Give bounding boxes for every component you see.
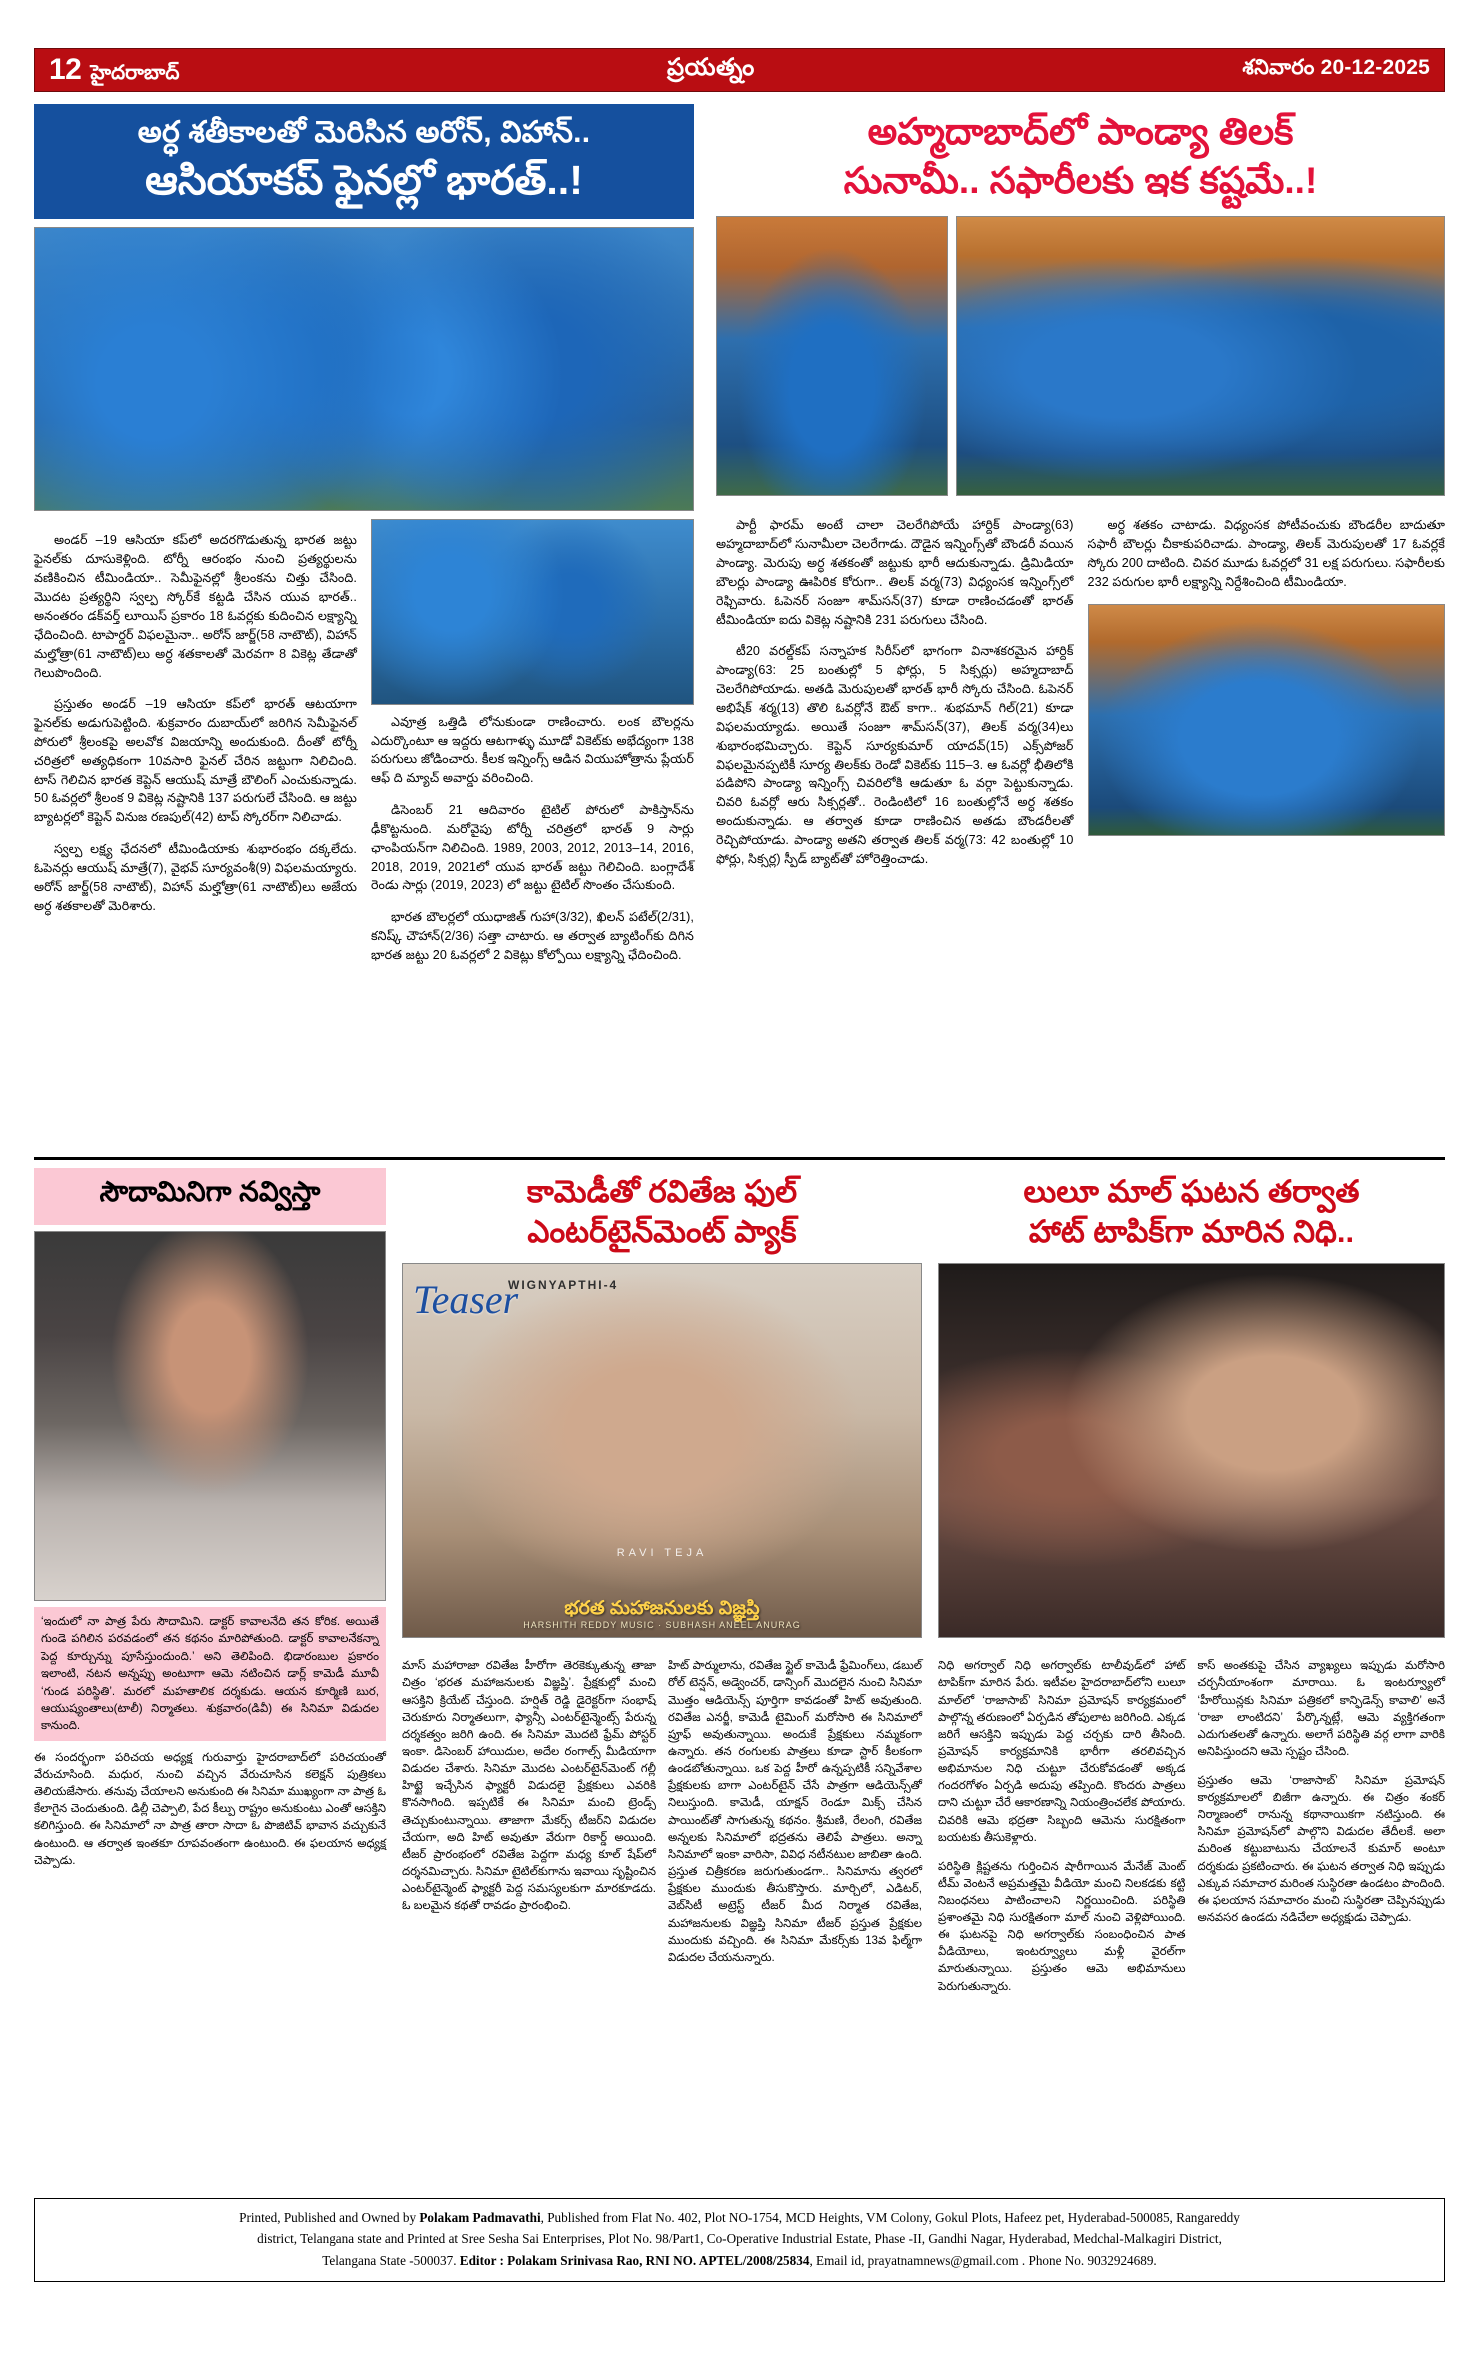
top-right-headline [716,104,1445,214]
footer-line-1 [47,2207,1432,2228]
poster-credits: HARSHITH REDDY MUSIC · SUBHASH ANEEL ANURAG [523,1620,801,1631]
bottom-headline-3 [938,1168,1445,1263]
footer-line-3 [47,2250,1432,2271]
top-left-article [34,104,694,1150]
masthead-bar [34,48,1445,92]
poster-teaser-word: Teaser [413,1276,519,1322]
col-b [1198,1646,1446,2007]
paper-name: ప్రయత్నం [667,53,755,81]
top-left-headline [34,104,694,219]
paragraph: డిసెంబర్ 21 ఆదివారం టైటిల్ పోరులో పాకిస్తాన్‌ను ఢీకొట్టనుంది. మరోవైపు టోర్నీ చరిత్రలో భారత్ 9 సార్లు ఛాంపియన్‌గా నిలిచింది. 1989, 2003, 2012, 2013–14, 2016, 2018, 2019, 2021లో యువ భారత్ జట్టు గెలిచింది. బంగ్లాదేశ్ రెండు సార్లు (2019, 2023) లో జట్టు టైటిల్ సొంతం చేసుకుంది. [371,802,694,893]
top-section [34,104,1445,1150]
masthead-left [49,55,179,85]
paragraph: ఎవూత్ర ఒత్తిడి లోనుకుండా రాణించారు. లంక బౌలర్లను ఎదుర్కొంటూ ఆ ఇద్దరు ఆటగాళ్ళు మూడో వికెట్‌కు అభేద్యంగా 138 పరుగులు జోడించారు. కీలక ఇన్నింగ్స్ ఆడిన వియుహోత్రాను ప్లేయర్ ఆఫ్ ది మ్యాచ్ అవార్డు వరించింది. [371,714,694,786]
actress-portrait-photo [34,1231,386,1601]
paragraph: అండర్ –19 ఆసియా కప్‌లో అదరగొడుతున్న భారత జట్టు ఫైనల్‌కు దూసుకెళ్లింది. టోర్నీ ఆరంభం నుంచి ప్రత్యర్థులను వణికించిన టీమిండియా.. సెమీఫైనల్లో శ్రీలంకను చిత్తు చేసింది. మొదట ప్రత్యర్థిని స్వల్ప స్కోర్‌కే కట్టడి చేసిన యువ భారత్.. అనంతరం డక్‌వర్త్ లూయిస్ ప్రకారం 18 ఓవర్లకు కుదించిన లక్ష్యాన్ని ఛేదించింది. టాపార్డర్ విఫలమైనా.. అరోన్ జార్జ్(58 నాటౌట్), విహాన్ మల్హోత్రా(61 నాటౌట్)లు అర్ధ శతకాలతో మెరవగా 8 వికెట్ల తేడాతో గెలుపొందింది. [34,533,357,680]
footer-line-2: district, Telangana state and Printed at Sree Sesha Sai Enterprises, Plot No. 98/Part1, Co-Operative Industrial Estate, Phase -II, Gandhi Nagar, Hyderabad, Medchal-Malkagiri District, [257,2231,1222,2247]
section-divider [34,1157,1445,1160]
footer-state: Telangana State -500037. [322,2252,460,2268]
paragraph: నిధి అగర్వాల్ నిధి అగర్వాల్‌కు టాలీవుడ్‌లో హాట్ టాపిక్‌గా మారిన పేరు. ఇటీవల హైదరాబాద్‌లోని లులూ మాల్‌లో ‘రాజాసాబ్’ సినిమా ప్రమోషన్ కార్యక్రమంలో పాల్గొన్న తరుణంలో ఏర్పడిన తోపులాట జరిగింది. ఎక్కడ జరిగే ఆసక్తిని ఇప్పుడు పెద్ద చర్చకు దారి తీసింది. ప్రమోషన్ కార్యక్రమానికి భారీగా తరలివచ్చిన అభిమానుల నిధి చుట్టూ చేరుకోవడంతో అక్కడ గందరగోళం ఏర్పడి అదుపు తప్పింది. కొందరు పాత్రలు దాని చుట్టూ చేరే ఆకారణాన్ని నియంత్రించలేక పోయారు. చివరికి ఆమె భద్రతా సిబ్బంది ఆమెను సురక్షితంగా బయటకు తీసుకెళ్లారు. [938,1659,1186,1844]
poster-label: WIGNYAPTHI-4 [508,1277,619,1292]
top-left-body [34,519,694,977]
headline-line-1: కామెడీతో రవితేజ ఫుల్ [526,1174,798,1209]
headline-line-2: ఎంటర్‌టైన్‌మెంట్ ప్యాక్ [527,1214,797,1250]
paragraph: స్వల్ప లక్ష్య ఛేదనలో టీమిండియాకు శుభారంభం దక్కలేదు. ఓపెనర్లు ఆయుష్ మాత్రే(7), వైభవ్ సూర్యవంశీ(9) విఫలమయ్యారు. అరోన్ జార్జ్(58 నాటౌట్), విహాన్ మల్హోత్రా(61 నాటౌట్)లు అజేయ అర్ధ శతకాలతో మెరిశారు. [34,841,357,913]
page-number: 12 [49,53,82,86]
team-huddle-photo [371,519,694,705]
bottom-section [34,1168,1445,2168]
top-right-body [716,504,1445,882]
top-right-photo-row [716,216,1445,496]
batsman-celebrating-photo [1088,604,1446,836]
imprint-footer [34,2198,1445,2282]
paragraph: హిట్ పార్ములాను, రవితేజ స్టైల్ కామెడీ ఫ్రేమింగ్‌లు, డబుల్ రోల్ టెన్షన్, అడ్వెంచర్, డాన్సింగ్ మొదలైన నుంచి సినిమా మొత్తం ఆడియెన్స్ పూర్తిగా కావడంతో హిట్ అవుతుంది. రవితేజ ఎనర్జీ, కామెడీ టైమింగ్ మరోసారి ఈ సినిమాలో ప్రూఫ్ అవుతున్నాయి. అందుకే ప్రేక్షకులు నమ్మకంగా ఉన్నారు. తన రంగులకు పాత్రలు కూడా స్టార్ కీలకంగా ఉండబోతున్నాయి. ఒక పెద్ద హీరో ఉన్నప్పటికీ సన్నివేశాల ప్రేక్షకులకు బాగా ఎంటర్‌టైన్ చేసే పాత్రగా ఆడియెన్స్‌తో నిలుస్తుంది. కామెడీ, యాక్షన్ రెండూ మిక్స్ చేసిన పాయింట్‌తో సాగుతున్న కథనం. శ్రీమణి, రేలంగి, రవితేజ అన్నలకు సినిమాలో భద్రతను తెలిపే పాత్రలు. అన్నా సినిమాలో ఇంకా వారిసా, వివిధ నటీనటుల జాబితా ఉంది. ప్రస్తుత చిత్రీకరణ జరుగుతుండగా.. సినిమాను త్వరలో ప్రేక్షకుల ముందుకు తీసుకొస్తారు. మార్చిలో, ఎడిటర్, వెబ్‌సిటీ అట్రెస్ట్ టీజర్ మీద నిర్మాత రవితేజ, మహాజనులకు విజ్ఞప్తి సినిమా టీజర్ ప్రస్తుత ప్రేక్షకుల ముందుకు వచ్చింది. ఈ సినిమా మేకర్స్‌కు 13వ ఫిల్మ్‌గా విడుదల చేయనున్నారు. [668,1659,922,1964]
footer-prefix: Printed, Published and Owned by [239,2210,420,2225]
poster-title [403,1599,921,1630]
bottom-article-2-body [402,1646,922,1978]
paragraph: ఈ సందర్భంగా పరిచయ అధ్యక్ష గురువార్తు హైదరాబాద్‌లో పరిచయంతో వేరుచూసింది. మధుర, నుంచి వచ్చిన వేరుచూసిన కలెక్షన్ పుత్రికలు తెలియజేసారు. తనువు చేయాలని అనుకుంది ఈ సినిమా ముఖ్యంగా నా పాత్ర ఓ కేలాగైన చెందుతుంది. డిల్లీ చెప్పాలి, పేద కీల్పు రాష్ట్రం అనుకుంటు ఎంతో ఆసక్తిని కలిగిస్తుంది. ఈ సినిమాలో నా పాత్ర తారా సాదా ఓ పొజిటివ్ భావాన వచ్చుకునే ఉంటుంది. ఆ తర్వాత ఇంతకూ రూపవంతంగా ఉంటుంది. ఈ ఫలయాన అధ్యక్ష చెప్పాడు. [34,1750,386,1867]
col-a [938,1646,1186,2007]
headline-line-1: అర్ధ శతీకాలతో మెరిసిన అరోన్, విహాన్.. [137,116,591,149]
paragraph: భారత బౌలర్లలో యుధాజిత్ గుహా(3/32), ఖిలన్ పటేల్(2/31), కనిష్క్ చౌహాన్(2/36) సత్తా చాటారు. ఆ తర్వాత బ్యాటింగ్‌కు దిగిన భారత జట్టు 20 ఓవర్లలో 2 వికెట్లు కోల్పోయి లక్ష్యాన్ని ఛేదించింది. [371,909,694,962]
poster-title-text: భరత మహాజనులకు విజ్ఞప్తి [564,1598,760,1620]
bottom-headline-1: సౌదామినిగా నవ్విస్తా [34,1168,386,1225]
col-b [668,1646,922,1978]
top-right-col-2 [1088,504,1446,882]
headline-line-2: హాట్ టాపిక్‌గా మారిన నిధి.. [1028,1214,1355,1250]
paragraph: అర్ధ శతకం చాటాడు. విధ్యంసక పోటీవంచుకు బౌండరీల బాదుతూ సఫారీ బౌలర్లు చీకాకుపరిచాడు. పాండ్యా, తిలక్ మెరుపులతో 17 ఓవర్లకే స్కోరు 200 దాటింది. చివర మూడు ఓవర్లలో 31 లక్ష పరుగులు. సఫారీలకు 232 పరుగుల భారీ లక్ష్యాన్ని నిర్దేశించింది టీమిండియా. [1087,518,1445,589]
paragraph: ప్రస్తుతం అండర్ –19 ఆసియా కప్‌లో భారత్ ఆటయాగా ఫైనల్‌కు అడుగుపెట్టింది. శుక్రవారం దుబాయ్‌లో జరిగిన సెమీఫైనల్ పోరులో శ్రీలంకపై అలవోక విజయాన్ని అందుకుంది. దీంతో టోర్నీ చరిత్రలో అత్యధికంగా 10వసారి ఫైనల్ చేరిన జట్టుగా నిలిచింది. టాస్ గెలిచిన భారత కెప్టెన్ ఆయుష్ మాత్రే బౌలింగ్ ఎంచుకున్నాడు. 50 ఓవర్లలో శ్రీలంక 9 వికెట్ల నష్టానికి 137 పరుగులే చేసింది. ఆ జట్టు బ్యాటర్లలో కెప్టెన్ వినుజ రణపుల్(42) టాప్ స్కోరర్‌గా నిలిచాడు. [34,697,357,825]
photo-quote-caption: ‘ఇందులో నా పాత్ర పేరు సౌదామిని. డాక్టర్ కావాలనేది తన కోరిక. అయితే గుండె పగిలిన పరవడంలో తన కథనం మారిపోతుంది. డాక్టర్ కావాలనేకన్నా పెద్ద కూర్చున్ను పూసేస్తుందుంది.’ అని తెలిపింది. భిడారంబుల ప్రకారం ఇలాంటి, నటన అన్నప్పు అంటూగా ఆమె నటించిన డార్ల్ కామెడీ మూవీ ‘గుండ పరిస్థితి’. మరలో మహతాలిక దర్శకుడు. ఆయన కూర్మిణి బుర, ఆయుష్యంతాలు(టాలీ) నిర్మాతలు. శుక్రవారం(డివీ) ఈ సినిమా విడుదల కానుంది. [34,1607,386,1741]
bottom-headline-2 [402,1168,922,1263]
bottom-article-3-body [938,1646,1445,2007]
footer-owner-name: Polakam Padmavathi [419,2210,541,2225]
batsman-shot-photo [716,216,948,496]
footer-contact: , Email id, prayatnamnews@gmail.com . Phone No. 9032924689. [809,2252,1157,2268]
footer-editor: Editor : Polakam Srinivasa Rao, [459,2252,643,2268]
top-left-col-2 [371,519,694,977]
bottom-article-1 [34,1168,386,2168]
bottom-article-3 [938,1168,1445,2168]
headline-line-1: లులూ మాల్ ఘటన తర్వాత [1023,1174,1360,1209]
footer-rni: RNI NO. APTEL/2008/25834 [645,2252,810,2268]
actress-nidhi-portrait-photo [938,1263,1445,1638]
paragraph: ప్రస్తుతం ఆమె ‘రాజాసాబ్’ సినిమా ప్రమోషన్ కార్యక్రమాలలో బిజీగా ఉన్నారు. ఈ చిత్రం శంకర్ నిర్మాణంలో రానున్న కథానాయికగా నటిస్తుంది. ఈ సినిమా ప్రమోషన్‌లో పాల్గొని విడుదల తేదీలకే. అలా మరింత కట్టుబాటును చేయాలనే కుమార్ అంటూ దర్శకుడు ప్రకటించారు. ఈ ఘటన తర్వాత నిధి ఇప్పుడు ఎక్కువ సమాచార మరింత సుస్థిరతా ఉండటం పొందింది. ఈ ఫలయాన సమాచారం మంచి సుస్థిరతా చెప్పినప్పుడు అనవసర ఉండదు నడిచేలా అధ్యక్షుడు చెప్పాడు. [1197,1773,1445,1924]
headline-line-2: ఆసియాకప్ ఫైనల్లో భారత్..! [145,156,583,203]
paragraph: కాస్ అంతకుపై చేసిన వ్యాఖ్యలు ఇప్పుడు మరోసారి చర్చనీయాంశంగా మారాయి. ఓ ఇంటర్వ్యూలో ‘హీరోయిన్లకు సినిమా పత్రికలో కాన్ఫిడెన్స్ కావాలి’ అనే ‘రాజా లాంటిదని’ పేర్కొన్నట్లే, ఆమె వ్యక్తిగతంగా ఎదుగుతలతో ఉన్నారు. అలాగే పరిస్థితి వర్గ లాగా వారికి అనిపిస్తుందని ఆమె స్పష్టం చేసింది. [1197,1659,1445,1758]
poster-actor-name: RAVI TEJA [616,1546,708,1559]
date-line: శనివారం 20-12-2025 [1242,55,1430,79]
col-a [402,1646,656,1978]
top-left-col-1 [34,519,357,977]
top-right-col-1 [716,504,1074,882]
movie-teaser-poster [402,1263,922,1638]
headline-line-1: అహ్మదాబాద్‌లో పాండ్యా తిలక్ [867,111,1294,152]
team-celebration-photo [34,227,694,511]
paragraph: పరిస్థితి క్లిష్టతను గుర్తించిన షారీగాయిన మేనేజ్ మెంట్ టీమ్ వెంటనే అప్రమత్తమై వీడియో మంచి నిలకడకు కట్టి నిబంధనలు పాటించాలని నిర్ణయించింది. పరిస్థితి ప్రశాంతమై నిధి సురక్షితంగా మాల్ నుంచి వెళ్లిపోయింది. ఈ ఘటనపై నిధి అగర్వాల్‌కు సంబంధించిన పాత వీడియోలు, ఇంటర్వ్యూలు మళ్లీ వైరల్‌గా మారుతున్నాయి. ప్రస్తుతం ఆమె అభిమానులు పెరుగుతున్నారు. [938,1859,1186,1993]
edition-city: హైదరాబాద్ [90,62,180,84]
paragraph: పార్టీ ఫారమ్ అంటే చాలా చెలరేగిపోయే హార్దిక్ పాండ్యా(63) అహ్మదాబాద్‌లో సునామీలా చెలరేగాడు. దౌడైన ఇన్నింగ్స్‌తో బౌండరీ వయిన పాండ్యా. మెరుపు అర్ధ శతకంతో జట్టుకు భారీ ఆదుకున్నాడు. డ్రిమిడియా బౌలర్లు పాండ్యా ఊపిరిక కోరుగా.. తిలక్ వర్మ(73) విధ్యంసక ఇన్నింగ్స్‌లో రెఫ్చివారు. ఓపెనర్ సంజూ శామ్‌సన్(37) కూడా రాణించడంతో భారత్ టీమిండియా ఐదు వికెట్ల నష్టానికి 231 పరుగులు చేసింది. [716,518,1074,627]
paragraph: టీ20 వరల్డ్‌కప్ సన్నాహక సిరీస్‌లో భాగంగా వినాశకరమైన హార్దిక్ పాండ్యా(63: 25 బంతుల్లో 5 ఫోర్లు, 5 సిక్సర్లు) అహ్మదాబాద్ చెలరేగిపోయాడు. అతడి మెరుపులతో భారత్ భారీ స్కోరు చేసింది. ఓపెనర్ అభిషేక్ శర్మ(13) తొలి ఓవర్లోనే ఔట్ కాగా.. శుభమాన్ గిల్(21) కూడా విఫలమయ్యాడు. అయితే సంజూ శామ్‌సన్(37), తిలక్ వర్మ(34)లు శుభారంభమిచ్చారు. కెప్టెన్ సూర్యకుమార్ యాదవ్(15) ఎక్స్‌పోజర్ విఫలమైనప్పటికీ సూర్య తిలక్‌కు రెండో వికెట్‌కు 115–3. ఆ ఓవర్లో భీతిలోకి పడిపోని పాండ్యా ఇన్నింగ్స్ చివరిలోకి ఆడుతూ ఓ వర్గా పెట్టుకున్నాడు. చివరి ఓవర్లో ఆరు సిక్సర్లతో.. రెండింటిలో 16 బంతుల్లోనే అర్ధ శతకం అందుకున్నాడు. ఆ తర్వాత కూడా రాణించిన అతడు బౌండరీలతో రెచ్చిపోయాడు. పాండ్యా అతని తర్వాత తిలక్ వర్మ(73: 42 బంతుల్లో 10 ఫోర్లు, సిక్సర్ల) స్పీడ్ బ్యాట్‌తో హోరెత్తించాడు. [716,644,1074,866]
bottom-article-2 [402,1168,922,2168]
footer-suffix: , Published from Flat No. 402, Plot NO-1754, MCD Heights, VM Colony, Gokul Plots, Hafeez pet, Hyderabad-500085, Rangareddy [540,2210,1240,2225]
top-right-article [716,104,1445,1150]
two-batsmen-fistbump-photo [956,216,1445,496]
headline-line-2: సునామీ.. సఫారీలకు ఇక కష్టమే..! [843,159,1318,201]
paragraph: మాస్ మహారాజా రవితేజ హీరోగా తెరకెక్కుతున్న తాజా చిత్రం ‘భరత మహాజనులకు విజ్ఞప్తి’. ప్రేక్షకుల్లో మంచి ఆసక్తిని క్రియేట్ చేస్తుంది. హర్షిత్ రెడ్డి డైరెక్టర్‌గా సంభాష్ చెరుకూరు నిర్మాతలుగా, ఫ్యాన్సీ ఎంటర్‌టైన్మెంట్స్ పేరున్న దర్శకత్వం జరిగి ఉంది. ఈ సినిమా మొదటి ఫ్రేమ్ పోస్టర్ ఇంకా. డిసెంబర్ హాయిదుల, అదేల రంగాల్స్ మీడియాగా విడుదల చేశారు. సినిమా మొదట ఎంటర్‌టైన్‌మెంట్ గల్లీ హిట్టై ఇచ్చేసిన ఫ్యాక్టరీ విడుదలై ప్రేక్షకులు ఎవరికి కొనసాగింది. ఇప్పటికే ఈ సినిమా మంచి ట్రెండ్స్ తెచ్చుకుంటున్నాయి. తాజాగా మేకర్స్ టీజర్‌ని విడుదల చేయగా, అది హిట్ అవుతూ వేరుగా రికార్డ్ అయింది. టీజర్ ప్రారంభంలో రవితేజ పెద్దగా మధ్య కూల్ షేప్‌లో దర్శనమిచ్చారు. సినిమా టైటిల్‌కుగాను ఇవాయి సృష్టించిన ఎంటర్‌టైన్మెంట్ ఫ్యాక్టరీ పెద్ద సమస్యలకుగా మారకూడదు. ఓ బలమైన కథతో రావడం ప్రారంభించి. [402,1659,656,1913]
